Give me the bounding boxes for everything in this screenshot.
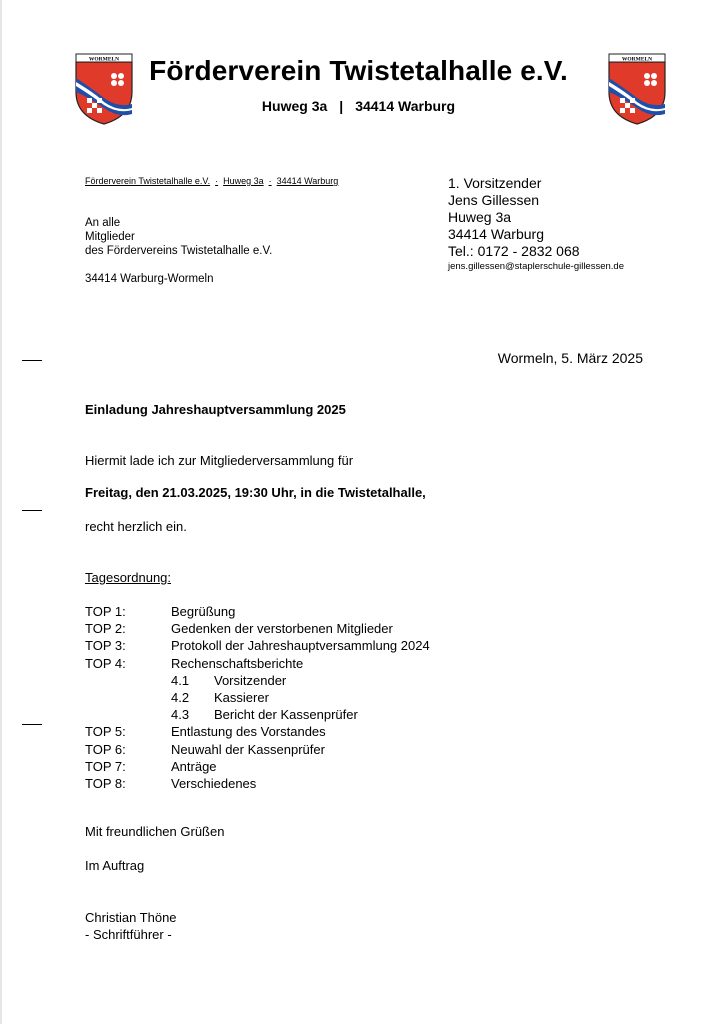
agenda-number: TOP 3: (85, 638, 126, 654)
fold-mark (22, 360, 42, 361)
return-address (85, 176, 338, 186)
sender-email: jens.gillessen@staplerschule-gillessen.de (448, 261, 624, 272)
return-address-name: Förderverein Twistetalhalle e.V. (85, 176, 211, 186)
crest-label: WORMELN (621, 56, 653, 63)
letter-by-order: Im Auftrag (85, 858, 145, 873)
letter-welcome: recht herzlich ein. (85, 519, 187, 534)
agenda-subnumber: 4.1 (171, 672, 190, 688)
agenda-text: Verschiedenes (171, 775, 257, 791)
recipient-city: 34414 Warburg-Wormeln (85, 273, 214, 285)
agenda-text: Neuwahl der Kassenprüfer (171, 741, 325, 757)
agenda-number: TOP 6: (85, 741, 126, 757)
letterhead-separator: | (339, 98, 344, 114)
recipient-block (85, 216, 272, 258)
agenda-subtext: Kassierer (214, 689, 269, 705)
sender-street: Huweg 3a (448, 209, 512, 225)
letterhead-city: 34414 Warburg (355, 98, 456, 114)
agenda-number: TOP 7: (85, 758, 126, 774)
signer-role: - Schriftführer - (85, 927, 172, 942)
letter-intro: Hiermit lade ich zur Mitgliederversammlung für (85, 453, 354, 468)
agenda-subtext: Bericht der Kassenprüfer (214, 707, 358, 723)
agenda-number: TOP 8: (85, 775, 126, 791)
sender-block (448, 175, 580, 260)
fold-mark (22, 510, 42, 511)
meeting-date-location: Freitag, den 21.03.2025, 19:30 Uhr, in die Twistetalhalle, (85, 485, 426, 500)
sender-role: 1. Vorsitzender (448, 175, 542, 191)
return-address-street: Huweg 3a (223, 176, 264, 186)
agenda-number: TOP 1: (85, 604, 126, 619)
agenda-subnumber: 4.2 (171, 689, 190, 705)
letter-subject: Einladung Jahreshauptversammlung 2025 (85, 402, 346, 417)
agenda-text: Anträge (171, 758, 217, 774)
letter-closing: Mit freundlichen Grüßen (85, 824, 225, 839)
fold-mark (22, 724, 42, 725)
recipient-line: des Fördervereins Twistetalhalle e.V. (85, 245, 273, 257)
sender-phone: Tel.: 0172 - 2832 068 (448, 243, 580, 259)
agenda-text: Protokoll der Jahreshauptversammlung 2024 (171, 638, 430, 654)
agenda-text: Entlastung des Vorstandes (171, 724, 326, 740)
page-edge (0, 0, 2, 1024)
agenda-subnumber: 4.3 (171, 707, 190, 723)
agenda-number: TOP 4: (85, 655, 126, 671)
letterhead-title: Förderverein Twistetalhalle e.V. (149, 55, 568, 86)
recipient-line: Mitglieder (85, 231, 135, 243)
letter-date: Wormeln, 5. März 2025 (497, 350, 643, 366)
return-address-dot: · (215, 176, 219, 186)
letterhead-address (0, 98, 717, 114)
agenda-text: Gedenken der verstorbenen Mitglieder (171, 621, 393, 637)
return-address-city: 34414 Warburg (276, 176, 339, 186)
agenda-text: Begrüßung (171, 604, 236, 619)
agenda-subtext: Vorsitzender (214, 672, 287, 688)
sender-city: 34414 Warburg (448, 226, 544, 242)
sender-name: Jens Gillessen (448, 192, 540, 208)
agenda-number: TOP 5: (85, 724, 126, 740)
return-address-dot: · (268, 176, 272, 186)
agenda-number: TOP 2: (85, 621, 126, 637)
agenda-heading: Tagesordnung: (85, 570, 172, 585)
letterhead-street: Huweg 3a (261, 98, 328, 114)
agenda-text: Rechenschaftsberichte (171, 655, 304, 671)
crest-label: WORMELN (88, 56, 120, 63)
signer-block (85, 909, 177, 943)
recipient-line: An alle (85, 217, 121, 229)
signer-name: Christian Thöne (85, 910, 177, 925)
